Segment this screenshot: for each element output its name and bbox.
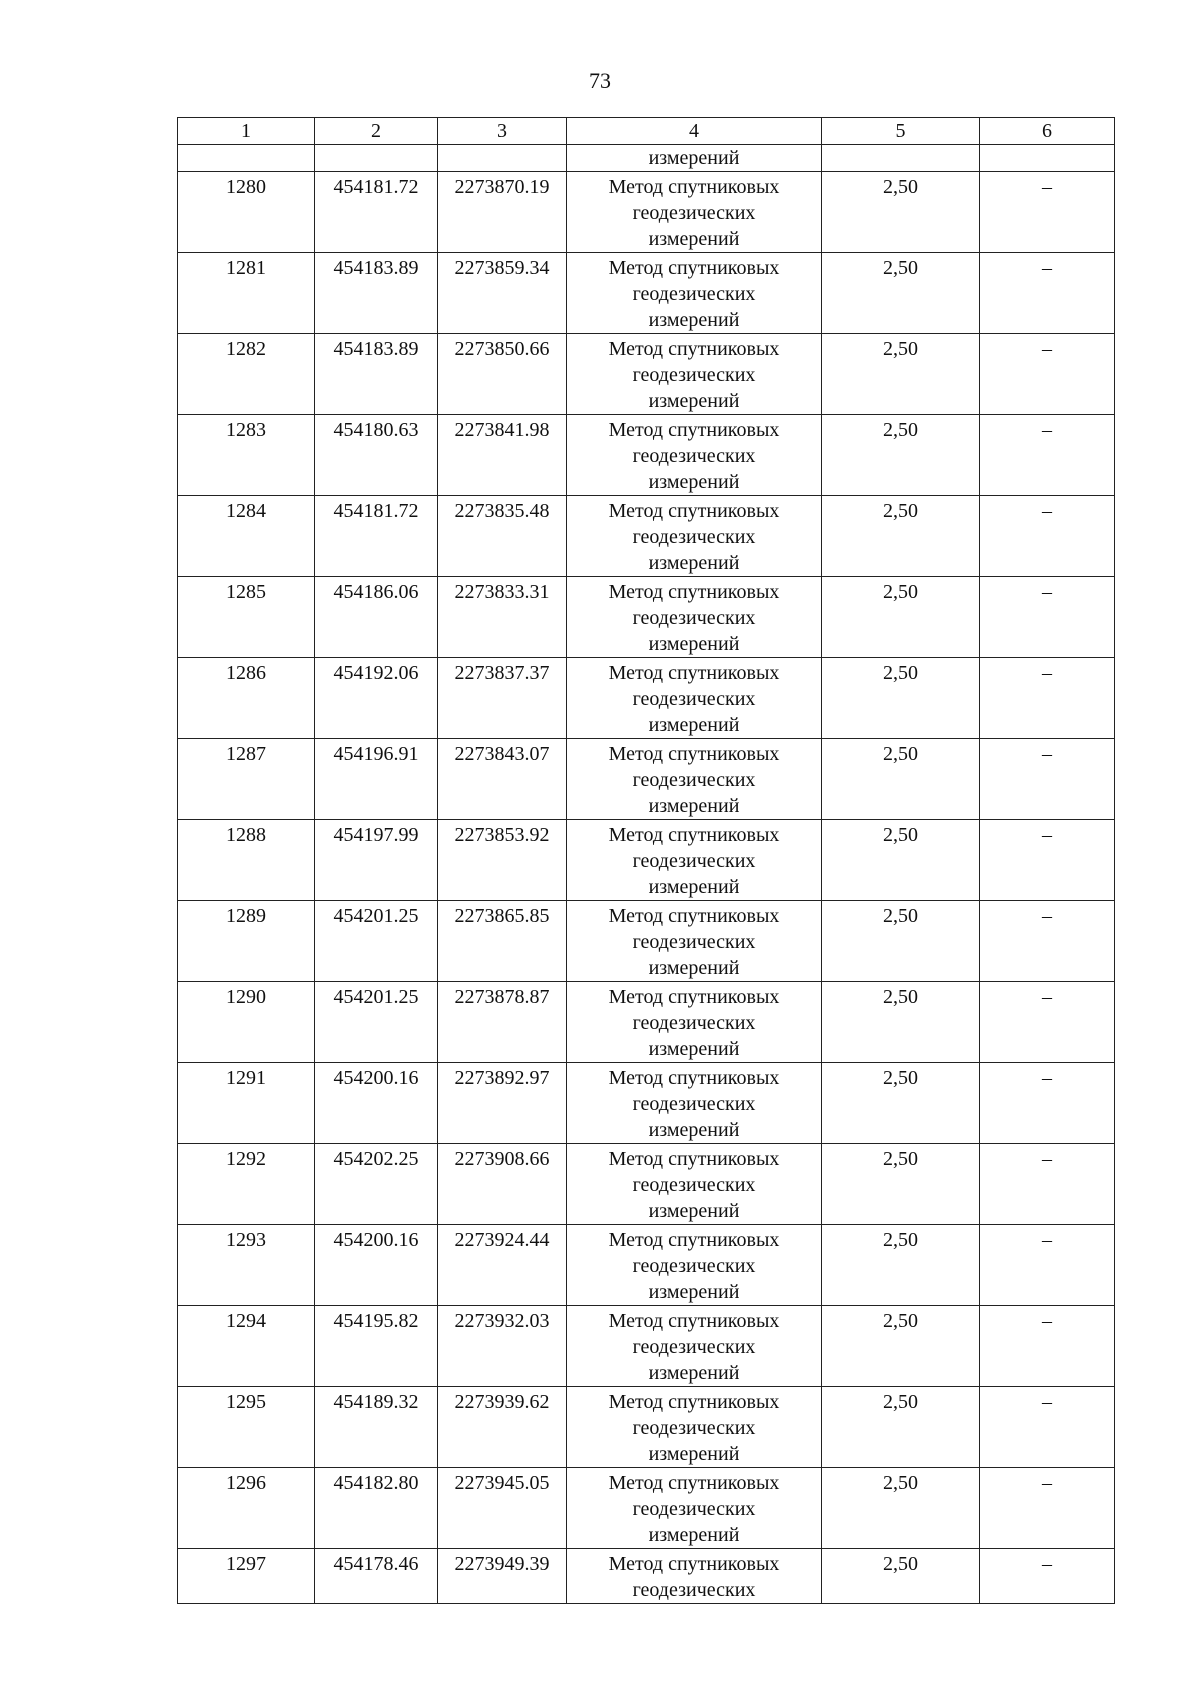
note-cell: – — [980, 1225, 1115, 1306]
point-number-cell: 1297 — [178, 1549, 315, 1604]
method-line: Метод спутниковых — [608, 1472, 780, 1494]
x-coordinate-cell: 454200.16 — [315, 1225, 438, 1306]
y-coordinate-cell: 2273865.85 — [438, 901, 567, 982]
coordinates-table — [177, 117, 1115, 1604]
point-number-cell: 1283 — [178, 415, 315, 496]
method-cell — [567, 1306, 822, 1387]
method-line: геодезических — [632, 688, 756, 710]
method-line: геодезических — [632, 1336, 756, 1358]
method-line: Метод спутниковых — [608, 743, 780, 765]
table-row — [178, 1306, 1115, 1387]
note-cell: – — [980, 1144, 1115, 1225]
method-cell — [567, 901, 822, 982]
point-number-cell: 1296 — [178, 1468, 315, 1549]
column-header: 6 — [980, 118, 1115, 145]
method-cell — [567, 415, 822, 496]
point-number-cell: 1281 — [178, 253, 315, 334]
y-coordinate-cell: 2273949.39 — [438, 1549, 567, 1604]
accuracy-cell: 2,50 — [822, 415, 980, 496]
method-line: Метод спутниковых — [608, 1229, 780, 1251]
note-cell: – — [980, 901, 1115, 982]
y-coordinate-cell: 2273924.44 — [438, 1225, 567, 1306]
table-row — [178, 415, 1115, 496]
accuracy-cell: 2,50 — [822, 739, 980, 820]
method-line: геодезических — [632, 202, 756, 224]
x-coordinate-cell: 454202.25 — [315, 1144, 438, 1225]
x-coordinate-cell: 454196.91 — [315, 739, 438, 820]
method-cell — [567, 1144, 822, 1225]
method-line: измерений — [648, 957, 740, 979]
accuracy-cell: 2,50 — [822, 658, 980, 739]
accuracy-cell: 2,50 — [822, 496, 980, 577]
method-line: измерений — [648, 1524, 740, 1546]
method-line: Метод спутниковых — [608, 1553, 780, 1575]
point-number-cell: 1280 — [178, 172, 315, 253]
method-cell — [567, 334, 822, 415]
method-line: геодезических — [632, 1093, 756, 1115]
method-line: геодезических — [632, 364, 756, 386]
note-cell: – — [980, 415, 1115, 496]
y-coordinate-cell: 2273870.19 — [438, 172, 567, 253]
y-coordinate-cell: 2273945.05 — [438, 1468, 567, 1549]
point-number-cell: 1291 — [178, 1063, 315, 1144]
method-line: геодезических — [632, 1579, 756, 1601]
x-coordinate-cell: 454201.25 — [315, 901, 438, 982]
column-header: 2 — [315, 118, 438, 145]
note-cell: – — [980, 982, 1115, 1063]
method-line: Метод спутниковых — [608, 1310, 780, 1332]
table-row — [178, 658, 1115, 739]
note-cell: – — [980, 577, 1115, 658]
point-number-cell: 1288 — [178, 820, 315, 901]
table-row — [178, 982, 1115, 1063]
header-row — [178, 118, 1115, 145]
accuracy-cell: 2,50 — [822, 253, 980, 334]
method-line: геодезических — [632, 607, 756, 629]
method-line: геодезических — [632, 1174, 756, 1196]
x-coordinate-cell: 454200.16 — [315, 1063, 438, 1144]
method-line: геодезических — [632, 931, 756, 953]
table-row — [178, 820, 1115, 901]
method-line: геодезических — [632, 445, 756, 467]
method-line: геодезических — [632, 1498, 756, 1520]
column-header: 3 — [438, 118, 567, 145]
method-line: измерений — [648, 1038, 740, 1060]
accuracy-cell: 2,50 — [822, 1225, 980, 1306]
accuracy-cell: 2,50 — [822, 820, 980, 901]
method-line: измерений — [648, 714, 740, 736]
method-line: Метод спутниковых — [608, 257, 780, 279]
method-cell — [567, 577, 822, 658]
table-row — [178, 1468, 1115, 1549]
method-line: геодезических — [632, 769, 756, 791]
method-cell — [567, 982, 822, 1063]
method-cell — [567, 739, 822, 820]
accuracy-cell: 2,50 — [822, 334, 980, 415]
note-cell: – — [980, 172, 1115, 253]
method-cell — [567, 496, 822, 577]
column-header: 1 — [178, 118, 315, 145]
note-cell: – — [980, 1306, 1115, 1387]
point-number-cell: 1282 — [178, 334, 315, 415]
y-coordinate-cell: 2273853.92 — [438, 820, 567, 901]
method-line: измерений — [648, 309, 740, 331]
x-coordinate-cell: 454183.89 — [315, 253, 438, 334]
method-line: Метод спутниковых — [608, 986, 780, 1008]
accuracy-cell: 2,50 — [822, 1387, 980, 1468]
y-coordinate-cell: 2273859.34 — [438, 253, 567, 334]
y-coordinate-cell: 2273841.98 — [438, 415, 567, 496]
accuracy-cell: 2,50 — [822, 1144, 980, 1225]
point-number-cell: 1286 — [178, 658, 315, 739]
point-number-cell: 1290 — [178, 982, 315, 1063]
point-number-cell: 1289 — [178, 901, 315, 982]
x-coordinate-cell: 454181.72 — [315, 496, 438, 577]
note-cell: – — [980, 1468, 1115, 1549]
method-line: геодезических — [632, 850, 756, 872]
accuracy-cell: 2,50 — [822, 1306, 980, 1387]
table-row — [178, 1063, 1115, 1144]
y-coordinate-cell: 2273850.66 — [438, 334, 567, 415]
method-line: Метод спутниковых — [608, 419, 780, 441]
y-coordinate-cell: 2273843.07 — [438, 739, 567, 820]
method-line: измерений — [648, 1119, 740, 1141]
method-line: геодезических — [632, 1417, 756, 1439]
method-line: измерений — [648, 633, 740, 655]
table-row — [178, 577, 1115, 658]
note-cell: – — [980, 1549, 1115, 1604]
table-row — [178, 253, 1115, 334]
method-cell — [567, 172, 822, 253]
point-number-cell: 1293 — [178, 1225, 315, 1306]
method-cell — [567, 1063, 822, 1144]
accuracy-cell: 2,50 — [822, 1468, 980, 1549]
column-header: 4 — [567, 118, 822, 145]
note-cell: – — [980, 1063, 1115, 1144]
method-cell: измерений — [567, 145, 822, 172]
y-coordinate-cell: 2273835.48 — [438, 496, 567, 577]
note-cell: – — [980, 496, 1115, 577]
method-line: измерений — [648, 228, 740, 250]
y-coordinate-cell: 2273939.62 — [438, 1387, 567, 1468]
accuracy-cell: 2,50 — [822, 982, 980, 1063]
method-line: Метод спутниковых — [608, 581, 780, 603]
method-cell — [567, 658, 822, 739]
x-coordinate-cell: 454182.80 — [315, 1468, 438, 1549]
x-coordinate-cell: 454195.82 — [315, 1306, 438, 1387]
method-line: геодезических — [632, 283, 756, 305]
point-number-cell: 1287 — [178, 739, 315, 820]
method-cell — [567, 1468, 822, 1549]
point-number-cell: 1295 — [178, 1387, 315, 1468]
page-number: 73 — [589, 68, 611, 93]
note-cell: – — [980, 334, 1115, 415]
x-coordinate-cell: 454180.63 — [315, 415, 438, 496]
method-line: геодезических — [632, 1255, 756, 1277]
accuracy-cell: 2,50 — [822, 901, 980, 982]
y-coordinate-cell: 2273833.31 — [438, 577, 567, 658]
note-cell: – — [980, 739, 1115, 820]
method-cell — [567, 1387, 822, 1468]
x-coordinate-cell: 454197.99 — [315, 820, 438, 901]
point-number-cell: 1285 — [178, 577, 315, 658]
table-row — [178, 739, 1115, 820]
method-line: измерений — [648, 390, 740, 412]
table-row — [178, 496, 1115, 577]
method-cell — [567, 1549, 822, 1604]
table-row — [178, 901, 1115, 982]
method-line: Метод спутниковых — [608, 176, 780, 198]
accuracy-cell: 2,50 — [822, 1063, 980, 1144]
method-line: геодезических — [632, 1012, 756, 1034]
continuation-row — [178, 145, 1115, 172]
point-number-cell: 1284 — [178, 496, 315, 577]
method-cell — [567, 1225, 822, 1306]
y-coordinate-cell: 2273932.03 — [438, 1306, 567, 1387]
method-line: Метод спутниковых — [608, 1067, 780, 1089]
accuracy-cell: 2,50 — [822, 577, 980, 658]
y-coordinate-cell: 2273892.97 — [438, 1063, 567, 1144]
accuracy-cell: 2,50 — [822, 1549, 980, 1604]
method-line: Метод спутниковых — [608, 905, 780, 927]
method-line: измерений — [648, 1281, 740, 1303]
x-coordinate-cell: 454186.06 — [315, 577, 438, 658]
table-row — [178, 1549, 1115, 1604]
method-line: Метод спутниковых — [608, 338, 780, 360]
table-row — [178, 172, 1115, 253]
method-line: Метод спутниковых — [608, 500, 780, 522]
method-line: измерений — [648, 876, 740, 898]
note-cell: – — [980, 253, 1115, 334]
table-row — [178, 1225, 1115, 1306]
method-line: измерений — [648, 1200, 740, 1222]
y-coordinate-cell: 2273878.87 — [438, 982, 567, 1063]
table-row — [178, 1144, 1115, 1225]
accuracy-cell: 2,50 — [822, 172, 980, 253]
method-line: Метод спутниковых — [608, 662, 780, 684]
note-cell: – — [980, 820, 1115, 901]
method-line: Метод спутниковых — [608, 824, 780, 846]
method-cell — [567, 820, 822, 901]
table-row — [178, 334, 1115, 415]
method-line: измерений — [648, 1443, 740, 1465]
x-coordinate-cell: 454183.89 — [315, 334, 438, 415]
method-line: Метод спутниковых — [608, 1148, 780, 1170]
method-line: измерений — [648, 795, 740, 817]
method-line: измерений — [648, 552, 740, 574]
x-coordinate-cell: 454181.72 — [315, 172, 438, 253]
method-line: Метод спутниковых — [608, 1391, 780, 1413]
note-cell: – — [980, 658, 1115, 739]
x-coordinate-cell: 454201.25 — [315, 982, 438, 1063]
point-number-cell: 1294 — [178, 1306, 315, 1387]
x-coordinate-cell: 454192.06 — [315, 658, 438, 739]
note-cell: – — [980, 1387, 1115, 1468]
x-coordinate-cell: 454189.32 — [315, 1387, 438, 1468]
method-line: измерений — [648, 471, 740, 493]
y-coordinate-cell: 2273837.37 — [438, 658, 567, 739]
method-line: измерений — [648, 1362, 740, 1384]
column-header: 5 — [822, 118, 980, 145]
table-row — [178, 1387, 1115, 1468]
x-coordinate-cell: 454178.46 — [315, 1549, 438, 1604]
y-coordinate-cell: 2273908.66 — [438, 1144, 567, 1225]
method-cell — [567, 253, 822, 334]
point-number-cell: 1292 — [178, 1144, 315, 1225]
method-line: геодезических — [632, 526, 756, 548]
